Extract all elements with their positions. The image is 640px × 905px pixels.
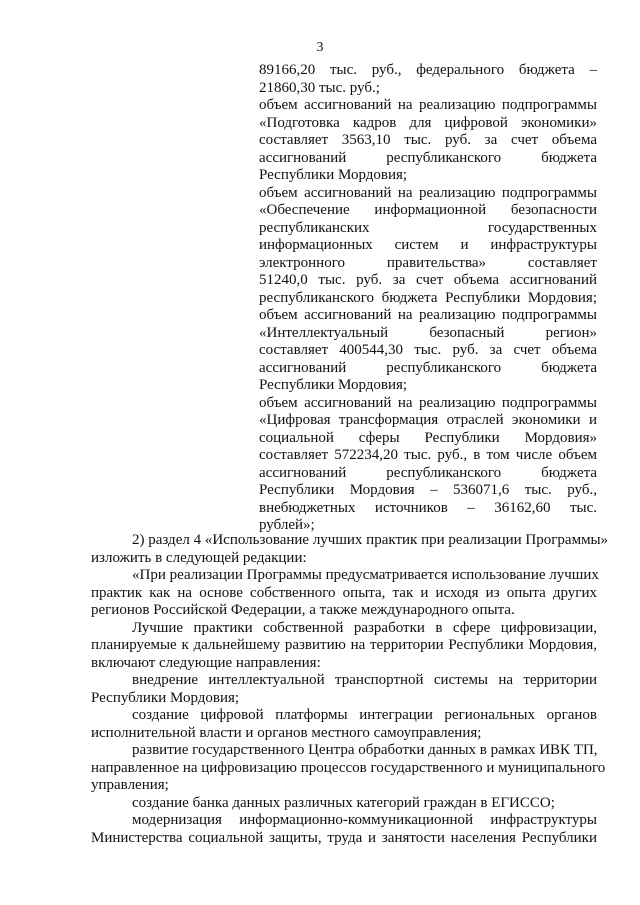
text-line: составляет 572234,20 тыс. руб., в том числе объем bbox=[259, 447, 597, 463]
text-line: «Цифровая трансформация отраслей экономики и bbox=[259, 412, 597, 428]
text-line: ассигнований республиканского бюджета bbox=[259, 359, 597, 376]
text-line: включают следующие направления: bbox=[91, 654, 321, 671]
text-line: 21860,30 тыс. руб.; bbox=[259, 79, 380, 96]
text-line: Республики Мордовия; bbox=[259, 167, 408, 183]
text-line: «При реализации Программы предусматривается использование лучших bbox=[132, 567, 599, 583]
text-line: направленное на цифровизацию процессов государственного и муниципального bbox=[91, 759, 606, 776]
text-line: планируемые к дальнейшему развитию на территории Республики Мордовия, bbox=[91, 637, 597, 653]
text-line: изложить в следующей редакции: bbox=[91, 549, 307, 566]
text-line: 89166,20 тыс. руб., федерального бюджета – bbox=[259, 62, 597, 78]
text-line: республиканских государственных bbox=[259, 219, 597, 236]
text-line: управления; bbox=[91, 777, 169, 793]
text-line: регионов Российской Федерации, а также международного опыта. bbox=[91, 602, 515, 618]
text-line: рублей»; bbox=[259, 517, 315, 533]
text-line: создание банка данных различных категорий граждан в ЕГИССО; bbox=[132, 794, 555, 811]
text-line: «Подготовка кадров для цифровой экономики» bbox=[259, 114, 597, 131]
text-line: внебюджетных источников – 36162,60 тыс. bbox=[259, 499, 597, 516]
text-line: «Интеллектуальный безопасный регион» bbox=[259, 324, 597, 341]
text-line: «Обеспечение информационной безопасности bbox=[259, 202, 597, 218]
text-line: объем ассигнований на реализацию подпрограммы bbox=[259, 307, 597, 323]
text-line: электронного правительства» составляет bbox=[259, 254, 597, 271]
text-line: составляет 400544,30 тыс. руб. за счет объема bbox=[259, 342, 597, 358]
text-line: ассигнований республиканского бюджета bbox=[259, 149, 597, 166]
page-number: 3 bbox=[316, 40, 324, 55]
text-line: создание цифровой платформы интеграции региональных органов bbox=[132, 707, 597, 723]
text-line: социальной сферы Республики Мордовия» bbox=[259, 429, 597, 446]
text-line: исполнительной власти и органов местного самоуправления; bbox=[91, 724, 482, 741]
text-line: Республики Мордовия – 536071,6 тыс. руб., bbox=[259, 482, 597, 498]
text-line: республиканского бюджета Республики Мордовия; bbox=[259, 289, 597, 306]
text-line: объем ассигнований на реализацию подпрограммы bbox=[259, 394, 597, 411]
text-line: Республики Мордовия; bbox=[259, 377, 408, 393]
text-line: внедрение интеллектуальной транспортной системы на территории bbox=[132, 672, 597, 688]
text-line: Лучшие практики собственной разработки в сфере цифровизации, bbox=[132, 619, 597, 636]
text-line: 2) раздел 4 «Использование лучших практик при реализации Программы» bbox=[132, 532, 609, 548]
budget-allocation-column bbox=[259, 62, 597, 535]
text-line: Республики Мордовия; bbox=[91, 689, 240, 706]
text-line: составляет 3563,10 тыс. руб. за счет объема bbox=[259, 132, 597, 148]
main-body-text bbox=[91, 532, 609, 847]
text-line: ассигнований республиканского бюджета bbox=[259, 464, 597, 481]
text-line: информационных систем и инфраструктуры bbox=[259, 237, 597, 253]
text-line: практик как на основе собственного опыта, так и исходя из опыта других bbox=[91, 584, 597, 601]
text-line: Министерства социальной защиты, труда и занятости населения Республики bbox=[91, 829, 597, 846]
text-line: 51240,0 тыс. руб. за счет объема ассигнований bbox=[259, 272, 597, 288]
text-line: модернизация информационно-коммуникационной инфраструктуры bbox=[132, 812, 597, 828]
text-line: объем ассигнований на реализацию подпрограммы bbox=[259, 184, 597, 201]
text-line: объем ассигнований на реализацию подпрограммы bbox=[259, 97, 597, 113]
text-line: развитие государственного Центра обработки данных в рамках ИВК ТП, bbox=[132, 742, 598, 758]
